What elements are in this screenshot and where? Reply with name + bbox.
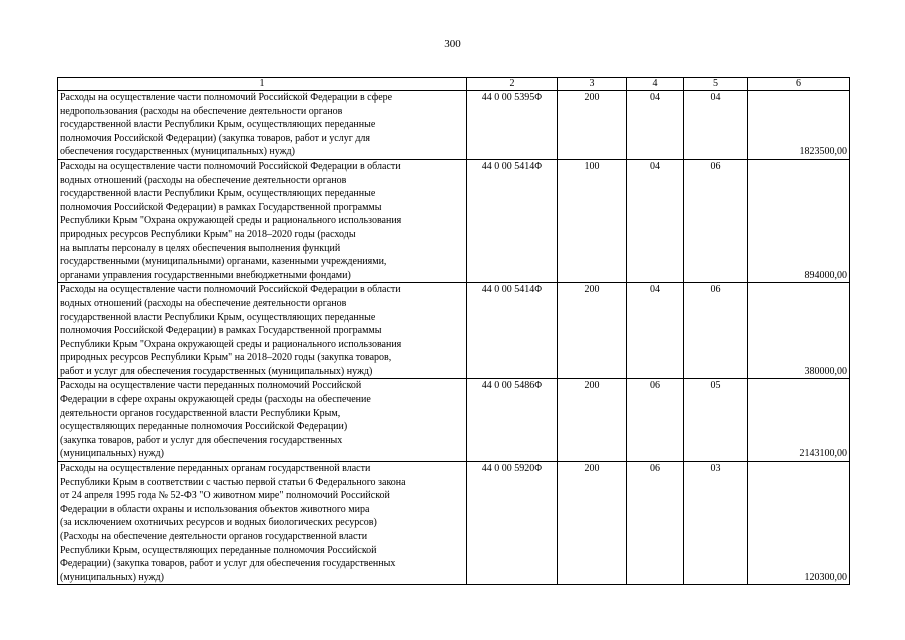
row-type: 200 bbox=[558, 283, 627, 379]
row-description: Расходы на осуществление части полномочий Российской Федерации в области водных отношений (расходы на обеспечение деятельности органов государственной власти Республики Крым, осуществляющих переданные полномочия Российской Федерации) в рамках Государственной программы Республики Крым "Охрана окружающей среды и рационального использования природных ресурсов Республики Крым" на 2018–2020 годы (расходы на выплаты персоналу в целях обеспечения выполнения функций государственными (муниципальными) органами, казенными учреждениями, органами управления государственными внебюджетными фондами) bbox=[58, 159, 467, 282]
row-section: 04 bbox=[627, 283, 684, 379]
row-type: 200 bbox=[558, 91, 627, 160]
row-subsection: 06 bbox=[684, 159, 748, 282]
row-section: 06 bbox=[627, 379, 684, 462]
row-amount: 1823500,00 bbox=[748, 91, 850, 160]
budget-table bbox=[57, 77, 850, 585]
row-subsection: 05 bbox=[684, 379, 748, 462]
row-type: 200 bbox=[558, 379, 627, 462]
row-subsection: 04 bbox=[684, 91, 748, 160]
table-row bbox=[58, 159, 850, 282]
row-amount: 894000,00 bbox=[748, 159, 850, 282]
row-type: 200 bbox=[558, 462, 627, 585]
row-section: 04 bbox=[627, 159, 684, 282]
table-row bbox=[58, 91, 850, 160]
table-row bbox=[58, 462, 850, 585]
column-header-4: 4 bbox=[627, 78, 684, 91]
row-type: 100 bbox=[558, 159, 627, 282]
row-section: 04 bbox=[627, 91, 684, 160]
column-header-1: 1 bbox=[58, 78, 467, 91]
table-row bbox=[58, 379, 850, 462]
column-header-5: 5 bbox=[684, 78, 748, 91]
row-section: 06 bbox=[627, 462, 684, 585]
column-header-3: 3 bbox=[558, 78, 627, 91]
row-description: Расходы на осуществление части полномочий Российской Федерации в сфере недропользования (расходы на обеспечение деятельности органов государственной власти Республики Крым, осуществляющих переданные полномочия Российской Федерации) (закупка товаров, работ и услуг для обеспечения государственных (муниципальных) нужд) bbox=[58, 91, 467, 160]
column-header-2: 2 bbox=[467, 78, 558, 91]
row-description: Расходы на осуществление переданных органам государственной власти Республики Крым в соответствии с частью первой статьи 6 Федерального закона от 24 апреля 1995 года № 52-ФЗ "О животном мире" полномочий Российской Федерации в области охраны и использования объектов животного мира (за исключением охотничьих ресурсов и водных биологических ресурсов) (Расходы на обеспечение деятельности органов государственной власти Республики Крым, осуществляющих переданные полномочия Российской Федерации) (закупка товаров, работ и услуг для обеспечения государственных (муниципальных) нужд) bbox=[58, 462, 467, 585]
row-subsection: 03 bbox=[684, 462, 748, 585]
table-row bbox=[58, 283, 850, 379]
column-header-6: 6 bbox=[748, 78, 850, 91]
row-code: 44 0 00 5920Ф bbox=[467, 462, 558, 585]
row-amount: 120300,00 bbox=[748, 462, 850, 585]
row-code: 44 0 00 5414Ф bbox=[467, 283, 558, 379]
row-code: 44 0 00 5414Ф bbox=[467, 159, 558, 282]
row-description: Расходы на осуществление части полномочий Российской Федерации в области водных отношений (расходы на обеспечение деятельности органов государственной власти Республики Крым, осуществляющих переданные полномочия Российской Федерации) в рамках Государственной программы Республики Крым "Охрана окружающей среды и рационального использования природных ресурсов Республики Крым" на 2018–2020 годы (закупка товаров, работ и услуг для обеспечения государственных (муниципальных) нужд) bbox=[58, 283, 467, 379]
page-number: 300 bbox=[444, 38, 461, 50]
row-amount: 380000,00 bbox=[748, 283, 850, 379]
header-row bbox=[58, 78, 850, 91]
row-code: 44 0 00 5395Ф bbox=[467, 91, 558, 160]
row-description: Расходы на осуществление части переданных полномочий Российской Федерации в сфере охраны окружающей среды (расходы на обеспечение деятельности органов государственной власти Республики Крым, осуществляющих переданные полномочия Российской Федерации) (закупка товаров, работ и услуг для обеспечения государственных (муниципальных) нужд) bbox=[58, 379, 467, 462]
row-amount: 2143100,00 bbox=[748, 379, 850, 462]
row-subsection: 06 bbox=[684, 283, 748, 379]
row-code: 44 0 00 5486Ф bbox=[467, 379, 558, 462]
